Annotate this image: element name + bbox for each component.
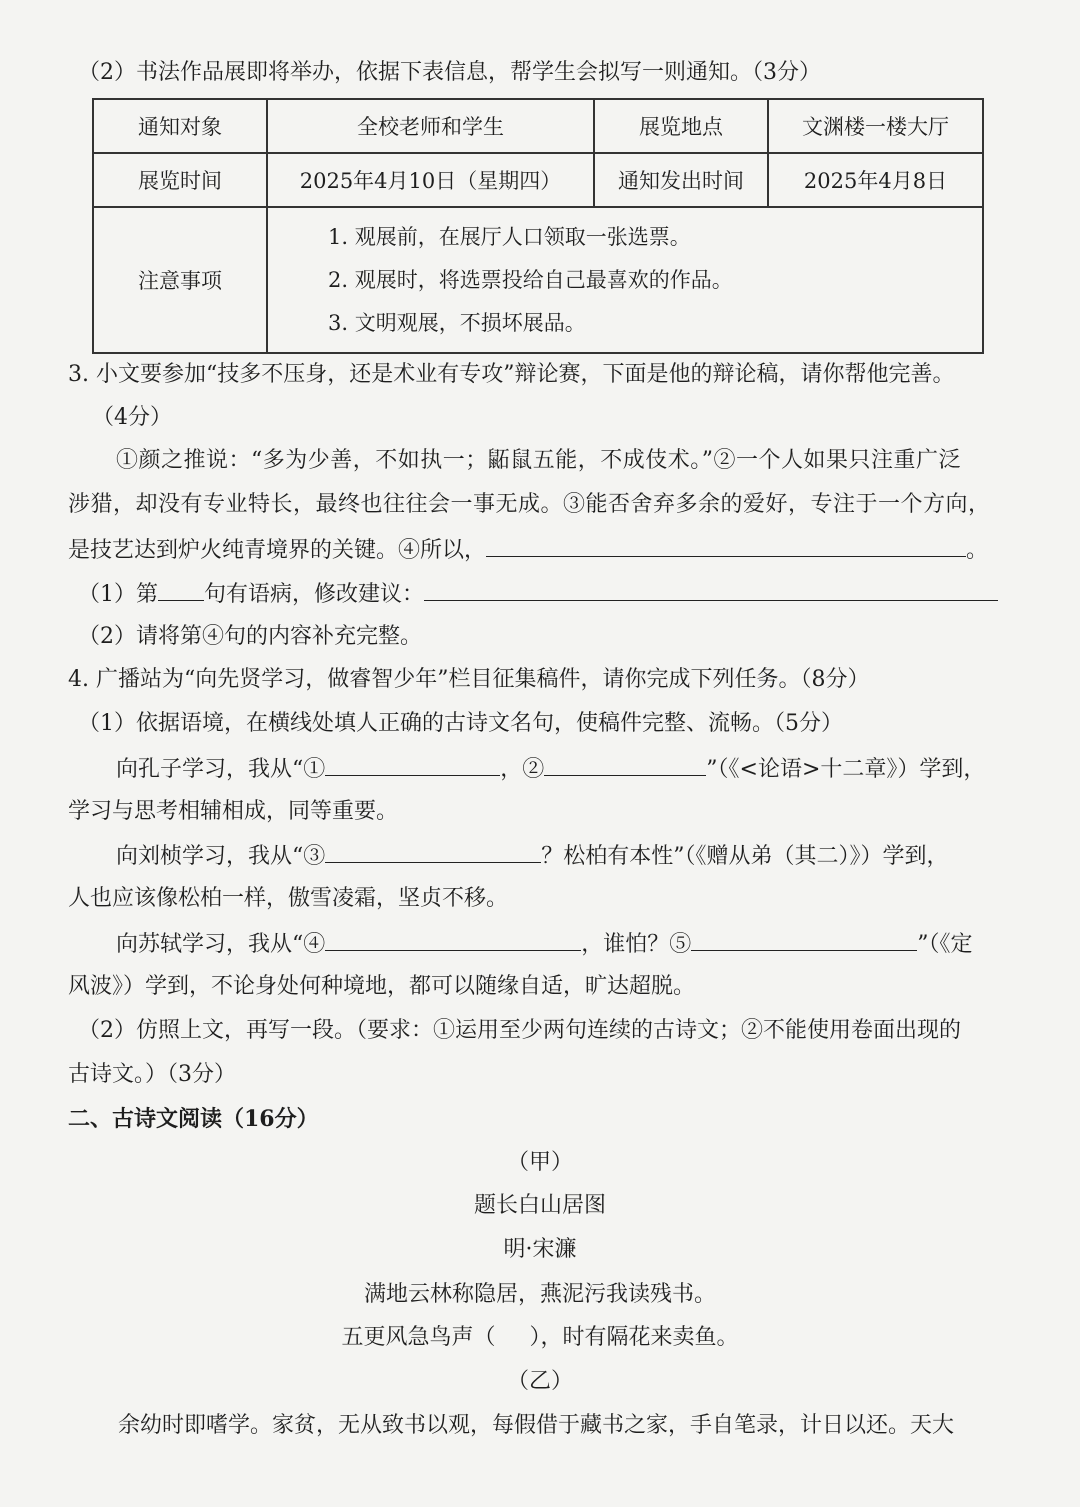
poem-line: 满地云林称隐居，燕泥污我读残书。 xyxy=(363,1282,716,1307)
poem-author: 明·宋濂 xyxy=(503,1237,577,1262)
q4-line: 向苏轼学习，我从“④ ，谁怕？⑤ ”（《定 xyxy=(116,928,973,960)
answer-blank[interactable] xyxy=(424,578,998,601)
cell-notes-label: 注意事项 xyxy=(93,207,267,353)
q4-line: 向孔子学习，我从“① ，② ”（《<论语>十二章》）学到， xyxy=(116,753,985,785)
q4-sub2: （2）仿照上文，再写一段。（要求：①运用至少两句连续的古诗文；②不能使用卷面出现的 xyxy=(78,1018,962,1043)
cell-time-value: 2025年4月10日（星期四） xyxy=(267,153,594,207)
q4-sub1: （1）依据语境，在横线处填人正确的古诗文名句，使稿件完整、流畅。（5分） xyxy=(78,711,843,736)
cell-notice-target-value: 全校老师和学生 xyxy=(267,99,594,153)
q3-heading: 3. 小文要参加“技多不压身，还是术业有专攻”辩论赛，下面是他的辩论稿，请你帮他完善。 xyxy=(68,362,955,387)
passage-label-jia: （甲） xyxy=(506,1150,573,1175)
q4-line: 风波》）学到，不论身处何种境地，都可以随缘自适，旷达超脱。 xyxy=(68,974,696,999)
q4-line: 人也应该像松柏一样，傲雪凌霜，坚贞不移。 xyxy=(68,886,509,911)
answer-blank[interactable] xyxy=(486,534,966,557)
cell-notice-target-label: 通知对象 xyxy=(93,99,267,153)
answer-blank[interactable] xyxy=(544,753,706,776)
q3-para-line: 涉猎，却没有专业特长，最终也往往会一事无成。③能否舍弃多余的爱好，专注于一个方向， xyxy=(68,492,991,517)
q4-line: 学习与思考相辅相成，同等重要。 xyxy=(68,799,399,824)
answer-blank[interactable] xyxy=(691,928,917,951)
passage-label-yi: （乙） xyxy=(506,1369,573,1394)
q4-sub2-cont: 古诗文。）（3分） xyxy=(68,1062,236,1087)
q2-heading: （2）书法作品展即将举办，依据下表信息，帮学生会拟写一则通知。（3分） xyxy=(78,60,821,85)
q3-sub2: （2）请将第④句的内容补充完整。 xyxy=(78,624,422,649)
q3-para-line: 是技艺达到炉火纯青境界的关键。④所以， 。 xyxy=(68,534,988,566)
note-item: 2. 观展时，将选票投给自己最喜欢的作品。 xyxy=(328,267,733,292)
exhibition-info-table xyxy=(92,98,984,354)
q3-score: （4分） xyxy=(92,405,172,430)
cell-time-label: 展览时间 xyxy=(93,153,267,207)
cell-venue-label: 展览地点 xyxy=(594,99,768,153)
q3-para-line: ①颜之推说：“多为少善，不如执一；鼫鼠五能，不成伎术。”②一个人如果只注重广泛 xyxy=(116,448,961,473)
note-item: 3. 文明观展，不损坏展品。 xyxy=(328,310,586,335)
q4-line: 向刘桢学习，我从“③ ？松柏有本性”（《赠从弟（其二）》）学到， xyxy=(116,840,949,872)
cell-notes xyxy=(267,207,983,353)
answer-blank[interactable] xyxy=(158,578,204,601)
passage-yi-text: 余幼时即嗜学。家贫，无从致书以观，每假借于藏书之家，手自笔录，计日以还。天大 xyxy=(118,1413,955,1438)
poem-title: 题长白山居图 xyxy=(473,1193,606,1218)
answer-blank[interactable] xyxy=(325,840,541,863)
q3-sub1: （1）第 句有语病，修改建议： xyxy=(78,578,998,610)
note-item: 1. 观展前，在展厅人口领取一张选票。 xyxy=(328,224,691,249)
cell-issue-time-value: 2025年4月8日 xyxy=(768,153,983,207)
q4-heading: 4. 广播站为“向先贤学习，做睿智少年”栏目征集稿件，请你完成下列任务。（8分） xyxy=(68,667,870,692)
section-heading: 二、古诗文阅读（16分） xyxy=(68,1106,319,1132)
cell-venue-value: 文渊楼一楼大厅 xyxy=(768,99,983,153)
poem-line: 五更风急鸟声（ ），时有隔花来卖鱼。 xyxy=(341,1325,739,1350)
answer-blank[interactable] xyxy=(325,753,500,776)
cell-issue-time-label: 通知发出时间 xyxy=(594,153,768,207)
answer-blank[interactable] xyxy=(325,928,581,951)
